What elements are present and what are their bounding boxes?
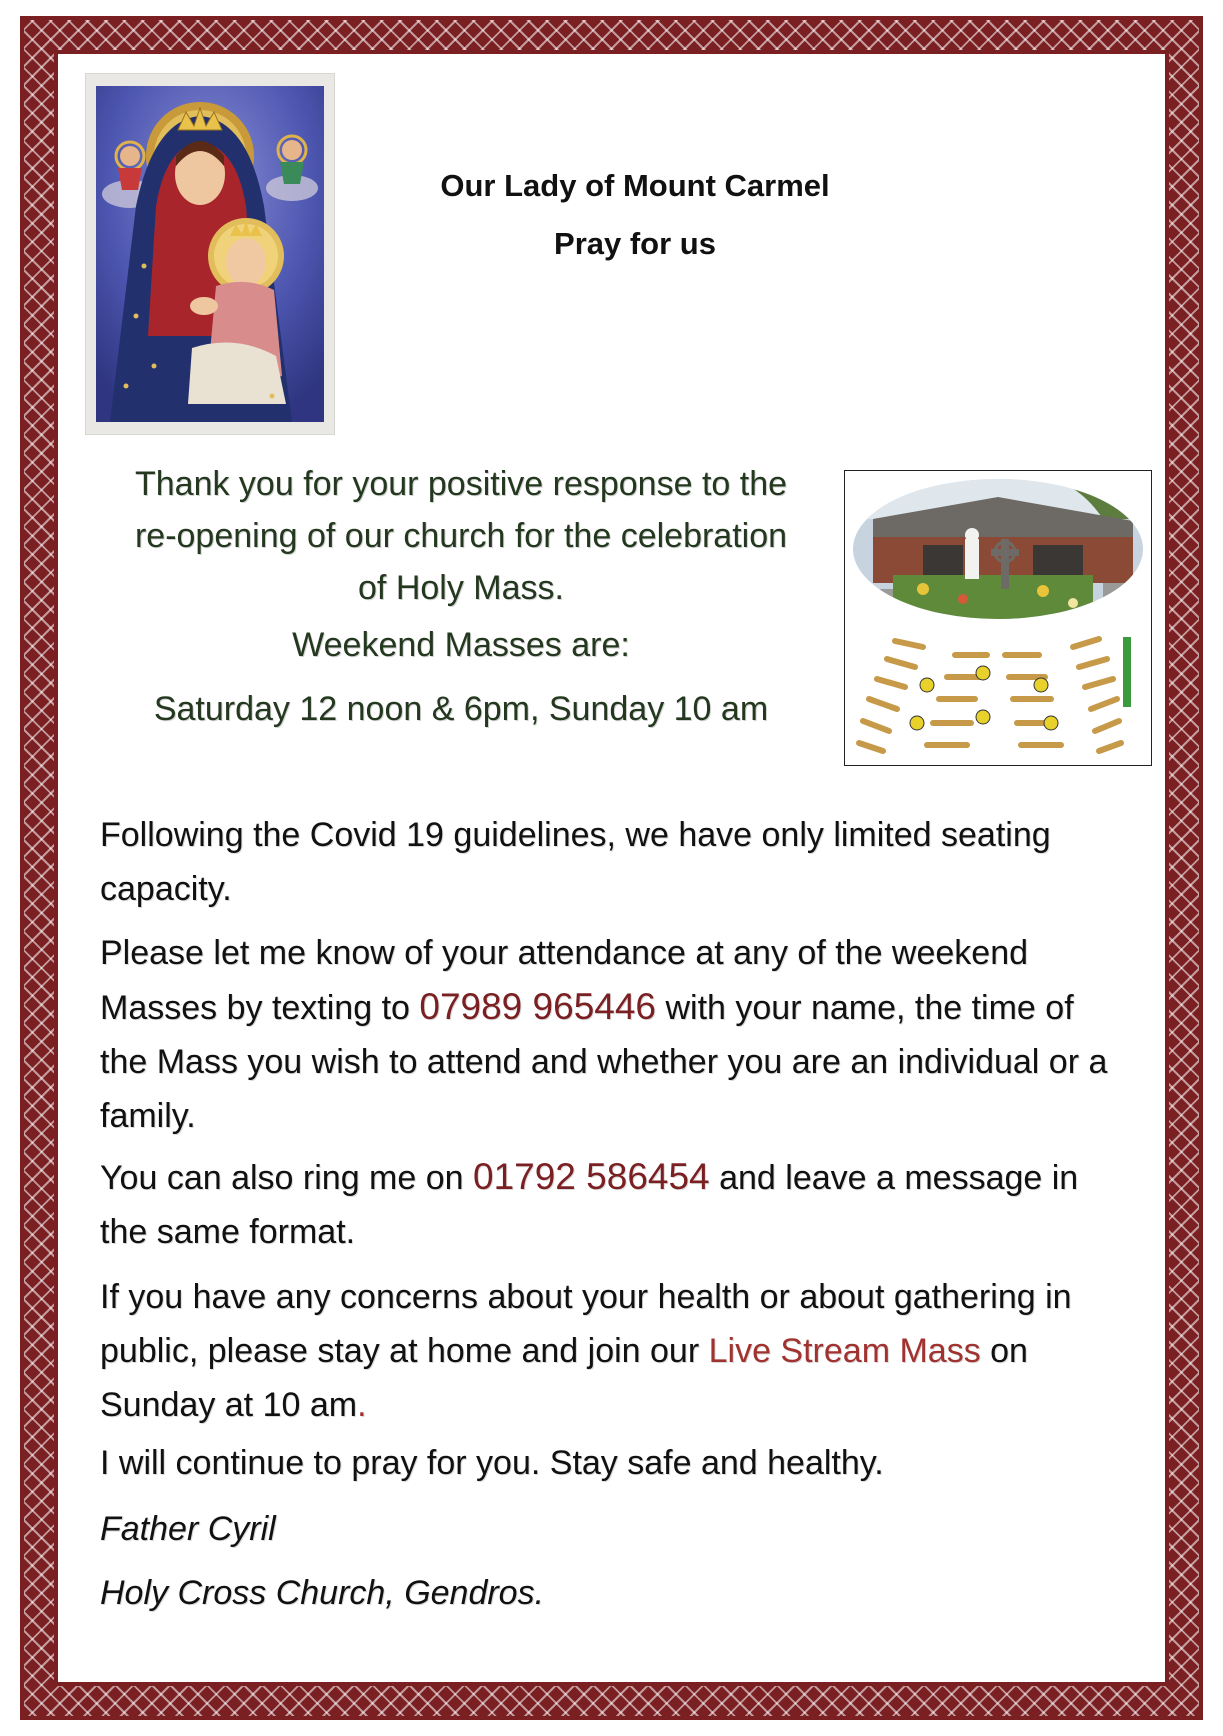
landline-phone-number[interactable]: 01792 586454: [473, 1156, 710, 1197]
signature-name: Father Cyril: [100, 1510, 276, 1548]
ring-paragraph: [100, 1150, 1130, 1259]
ring-text-after: and leave a message in the same format.: [100, 1159, 1079, 1251]
weekend-masses-times: Saturday 12 noon & 6pm, Sunday 10 am: [153, 690, 769, 728]
weekend-masses-label: Weekend Masses are:: [292, 626, 630, 664]
thanks-paragraph: [96, 458, 826, 614]
attendance-text-before: Please let me know of your attendance at any of the weekend Masses by texting to: [100, 934, 1029, 1027]
church-photo: [853, 479, 1143, 619]
page-title: Our Lady of Mount Carmel: [440, 168, 830, 203]
thanks-line-3: of Holy Mass.: [358, 569, 564, 607]
attendance-text-after: with your name, the time of the Mass you wish to attend and whether you are an individual or a family.: [100, 989, 1108, 1135]
closing-paragraph: I will continue to pray for you. Stay safe and healthy.: [100, 1444, 884, 1482]
live-stream-text-before: If you have any concerns about your health or about gathering in public, please stay at home and join our: [100, 1278, 1072, 1370]
church-image-box: [844, 470, 1152, 766]
live-stream-link[interactable]: Live Stream Mass: [708, 1332, 981, 1370]
signature-church: Holy Cross Church, Gendros.: [100, 1574, 545, 1612]
live-stream-text-after: on Sunday at 10 am: [100, 1332, 1028, 1424]
attendance-paragraph: [100, 926, 1130, 1143]
live-stream-paragraph: [100, 1270, 1130, 1432]
madonna-icon: [96, 86, 324, 422]
live-stream-period: .: [357, 1386, 367, 1424]
thanks-line-1: Thank you for your positive response to the: [134, 465, 788, 503]
page-subtitle: Pray for us: [554, 226, 716, 261]
text-phone-number[interactable]: 07989 965446: [419, 986, 657, 1027]
seating-plan-diagram: [855, 633, 1143, 757]
covid-guidelines-paragraph: Following the Covid 19 guidelines, we have only limited seating capacity.: [100, 816, 1051, 908]
ring-text-before: You can also ring me on: [100, 1159, 473, 1197]
madonna-picture: [86, 74, 334, 434]
thanks-line-2: re-opening of our church for the celebration: [134, 517, 788, 555]
